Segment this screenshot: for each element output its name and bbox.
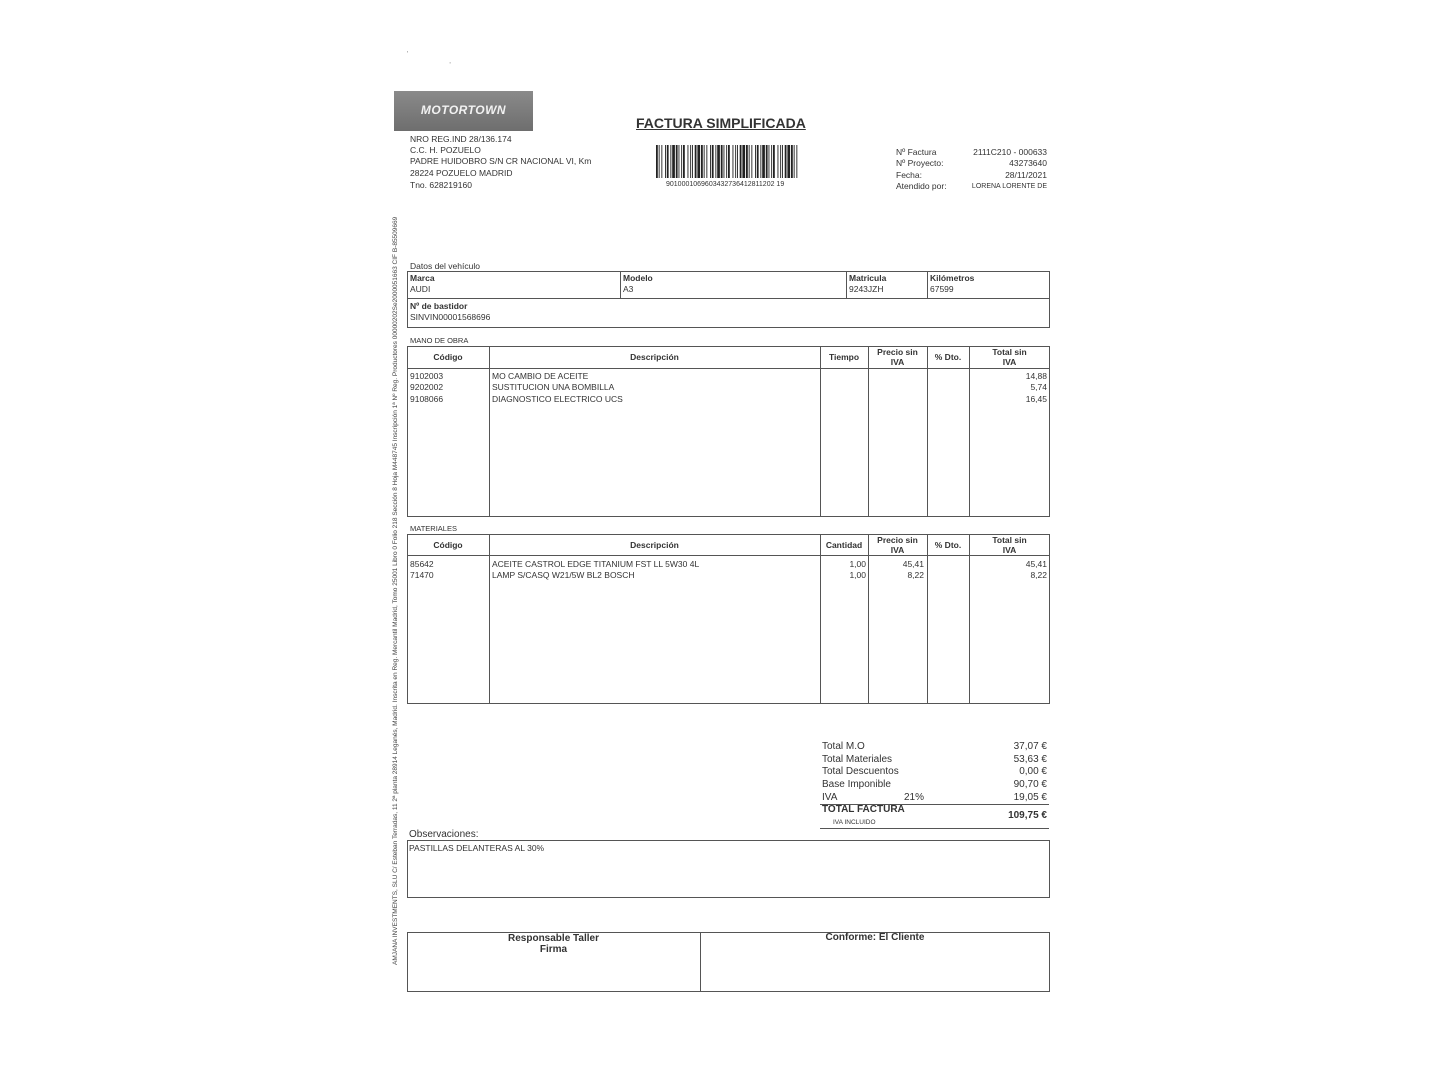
barcode-bar [796, 145, 797, 178]
labor-row-desc: DIAGNOSTICO ELECTRICO UCS [492, 394, 623, 404]
iva-value: 19,05 € [1013, 792, 1047, 803]
barcode-bar [782, 145, 783, 178]
vehicle-section-title: Datos del vehículo [410, 261, 480, 271]
barcode-bar [773, 145, 775, 178]
company-phone: Tno. 628219160 [410, 180, 472, 190]
company-address: PADRE HUIDOBRO S/N CR NACIONAL VI, Km [410, 156, 592, 166]
matricula-label: Matricula [849, 273, 887, 283]
col-precio: Precio sin [877, 535, 918, 545]
material-row-code: 71470 [410, 570, 434, 580]
barcode-bar [769, 145, 770, 178]
company-reg: NRO REG.IND 28/136.174 [410, 134, 512, 144]
barcode-bar [766, 145, 768, 178]
marca-label: Marca [410, 273, 435, 283]
labor-row-total: 5,74 [1030, 382, 1047, 392]
material-row-code: 85642 [410, 559, 434, 569]
km-value: 67599 [930, 284, 954, 294]
barcode-bar [749, 145, 750, 178]
barcode-bar [683, 145, 685, 178]
barcode-bar [785, 145, 787, 178]
barcode-bar [665, 145, 666, 178]
barcode-bar [679, 145, 680, 178]
labor-row-desc: MO CAMBIO DE ACEITE [492, 371, 589, 381]
divider [927, 534, 928, 704]
modelo-label: Modelo [623, 273, 653, 283]
scan-mark: ﾞ [449, 63, 453, 70]
barcode-bar [688, 145, 689, 178]
material-row-qty: 1,00 [849, 570, 866, 580]
company-city: 28224 POZUELO MADRID [410, 168, 513, 178]
total-factura-value: 109,75 € [1008, 810, 1047, 821]
responsable-taller-label: Responsable Taller [508, 933, 599, 944]
base-imponible-value: 90,70 € [1013, 779, 1047, 790]
material-row-qty: 1,00 [849, 559, 866, 569]
material-row-total: 8,22 [1030, 570, 1047, 580]
barcode-bar [728, 145, 730, 178]
barcode-number: 9010001069603432736412811202 19 [666, 181, 785, 188]
col-descripcion: Descripción [630, 540, 679, 550]
iva-rate: 21% [904, 792, 925, 803]
labor-row-code: 9202002 [410, 382, 444, 392]
divider [927, 271, 928, 298]
materials-section-title: MATERIALES [410, 524, 457, 533]
proyecto-label: Nº Proyecto: [896, 158, 944, 168]
barcode-bar [791, 145, 793, 178]
material-row-total: 45,41 [1025, 559, 1047, 569]
material-row-desc: ACEITE CASTROL EDGE TITANIUM FST LL 5W30 4L [492, 559, 700, 569]
barcode-bar [676, 145, 678, 178]
company-center: C.C. H. POZUELO [410, 145, 481, 155]
barcode-bar [697, 145, 700, 178]
col-tiempo: Tiempo [828, 352, 860, 362]
labor-row-desc: SUSTITUCION UNA BOMBILLA [492, 382, 615, 392]
col-dto: % Dto. [934, 352, 962, 362]
material-row-desc: LAMP S/CASQ W21/5W BL2 BOSCH [492, 570, 635, 580]
company-logo [394, 91, 533, 131]
barcode-bar [667, 145, 669, 178]
barcode-bar [751, 145, 752, 178]
labor-section-title: MANO DE OBRA [410, 336, 469, 345]
col-total: Total sin [992, 535, 1027, 545]
total-mo-label: Total M.O [822, 741, 865, 752]
barcode-bar [762, 145, 765, 178]
labor-row-code: 9108066 [410, 394, 444, 404]
divider [407, 368, 1050, 369]
col-total-iva: IVA [1002, 545, 1017, 555]
firma-label: Firma [539, 944, 568, 955]
total-descuentos-value: 0,00 € [1019, 766, 1047, 777]
col-cantidad: Cantidad [825, 540, 863, 550]
divider [489, 534, 490, 704]
fecha-label: Fecha: [896, 170, 922, 180]
matricula-value: 9243JZH [849, 284, 884, 294]
barcode-bar [690, 145, 691, 178]
col-codigo: Código [433, 352, 463, 362]
barcode-bar [670, 145, 671, 178]
divider [407, 555, 1050, 556]
divider [407, 298, 1050, 299]
divider [846, 271, 847, 298]
total-materiales-label: Total Materiales [822, 754, 893, 765]
labor-row-code: 9102003 [410, 371, 444, 381]
km-label: Kilómetros [930, 273, 975, 283]
iva-incluido-label: IVA INCLUIDO [833, 819, 876, 826]
labor-row-total: 14,88 [1025, 371, 1047, 381]
barcode-bar [715, 145, 716, 178]
col-precio: Precio sin [877, 347, 918, 357]
barcode-bar [721, 145, 723, 178]
barcode-bar [726, 145, 727, 178]
barcode-bar [724, 145, 725, 178]
barcode-bar [672, 145, 675, 178]
material-row-price: 45,41 [902, 559, 924, 569]
material-row-price: 8,22 [907, 570, 924, 580]
iva-label: IVA [822, 792, 838, 803]
barcode-bar [706, 145, 707, 178]
barcode-bar [757, 145, 759, 178]
divider [489, 346, 490, 517]
barcode-bar [661, 145, 662, 178]
barcode-bar [760, 145, 761, 178]
legal-text: AMJANA INVESTMENTS, SLU C/ Esteban Terradas, 11 2ª planta 28914 Leganés, Madrid. Inscrita en Reg. Mercantil Madrid, Tomo 25001 Libro 0 Folio 218 Sección 8 Hoja M448745 Inscripción 1ª Nº Reg. Productores 00000202Se2000051663 CIF B-85509669 [392, 216, 399, 965]
barcode-bar [692, 145, 693, 178]
marca-value: AUDI [410, 284, 431, 294]
total-descuentos-label: Total Descuentos [822, 766, 899, 777]
bastidor-value: SINVIN00001568696 [410, 312, 491, 322]
total-materiales-value: 53,63 € [1013, 754, 1047, 765]
base-imponible-label: Base Imponible [822, 779, 891, 790]
barcode-bar [681, 145, 682, 178]
col-total: Total sin [992, 347, 1027, 357]
atendido-value: LORENA LORENTE DE [971, 183, 1047, 190]
barcode-bar [717, 145, 720, 178]
barcode-bar [742, 145, 745, 178]
barcode-bar [787, 145, 790, 178]
col-dto: % Dto. [934, 540, 962, 550]
observaciones-label: Observaciones: [409, 829, 479, 840]
proyecto-value: 43273640 [1009, 158, 1047, 168]
bastidor-label: Nº de bastidor [410, 301, 468, 311]
barcode-bar [656, 145, 658, 178]
barcode [656, 145, 800, 178]
divider [820, 828, 1049, 829]
barcode-bar [778, 145, 779, 178]
scan-mark: ' [407, 51, 409, 58]
logo-text: MOTORTOWN [420, 103, 507, 117]
observaciones-text: PASTILLAS DELANTERAS AL 30% [409, 843, 545, 853]
factura-value: 2111C210 - 000633 [973, 147, 1047, 157]
barcode-bar [701, 145, 703, 178]
barcode-bar [659, 145, 660, 178]
barcode-bar [794, 145, 795, 178]
modelo-value: A3 [623, 284, 634, 294]
col-precio-iva: IVA [890, 357, 905, 367]
barcode-bar [740, 145, 742, 178]
atendido-label: Atendido por: [896, 181, 947, 191]
conforme-cliente-label: Conforme: El Cliente [825, 932, 925, 943]
barcode-bar [695, 145, 697, 178]
col-total-iva: IVA [1002, 357, 1017, 367]
col-descripcion: Descripción [630, 352, 679, 362]
barcode-bar [712, 145, 714, 178]
col-codigo: Código [433, 540, 463, 550]
total-factura-label: TOTAL FACTURA [822, 804, 905, 815]
barcode-bar [710, 145, 711, 178]
total-mo-value: 37,07 € [1013, 741, 1047, 752]
barcode-bar [735, 145, 736, 178]
barcode-bar [746, 145, 748, 178]
factura-label: Nº Factura [896, 147, 937, 157]
divider [868, 346, 869, 517]
barcode-bar [733, 145, 734, 178]
col-precio-iva: IVA [890, 545, 905, 555]
labor-row-total: 16,45 [1025, 394, 1047, 404]
divider [927, 346, 928, 517]
divider [820, 346, 821, 517]
barcode-bar [771, 145, 772, 178]
divider [620, 271, 621, 298]
barcode-bar [737, 145, 738, 178]
barcode-bar [780, 145, 781, 178]
fecha-value: 28/11/2021 [1005, 170, 1047, 180]
barcode-bar [755, 145, 756, 178]
barcode-bar [704, 145, 705, 178]
document-title: FACTURA SIMPLIFICADA [636, 115, 806, 131]
